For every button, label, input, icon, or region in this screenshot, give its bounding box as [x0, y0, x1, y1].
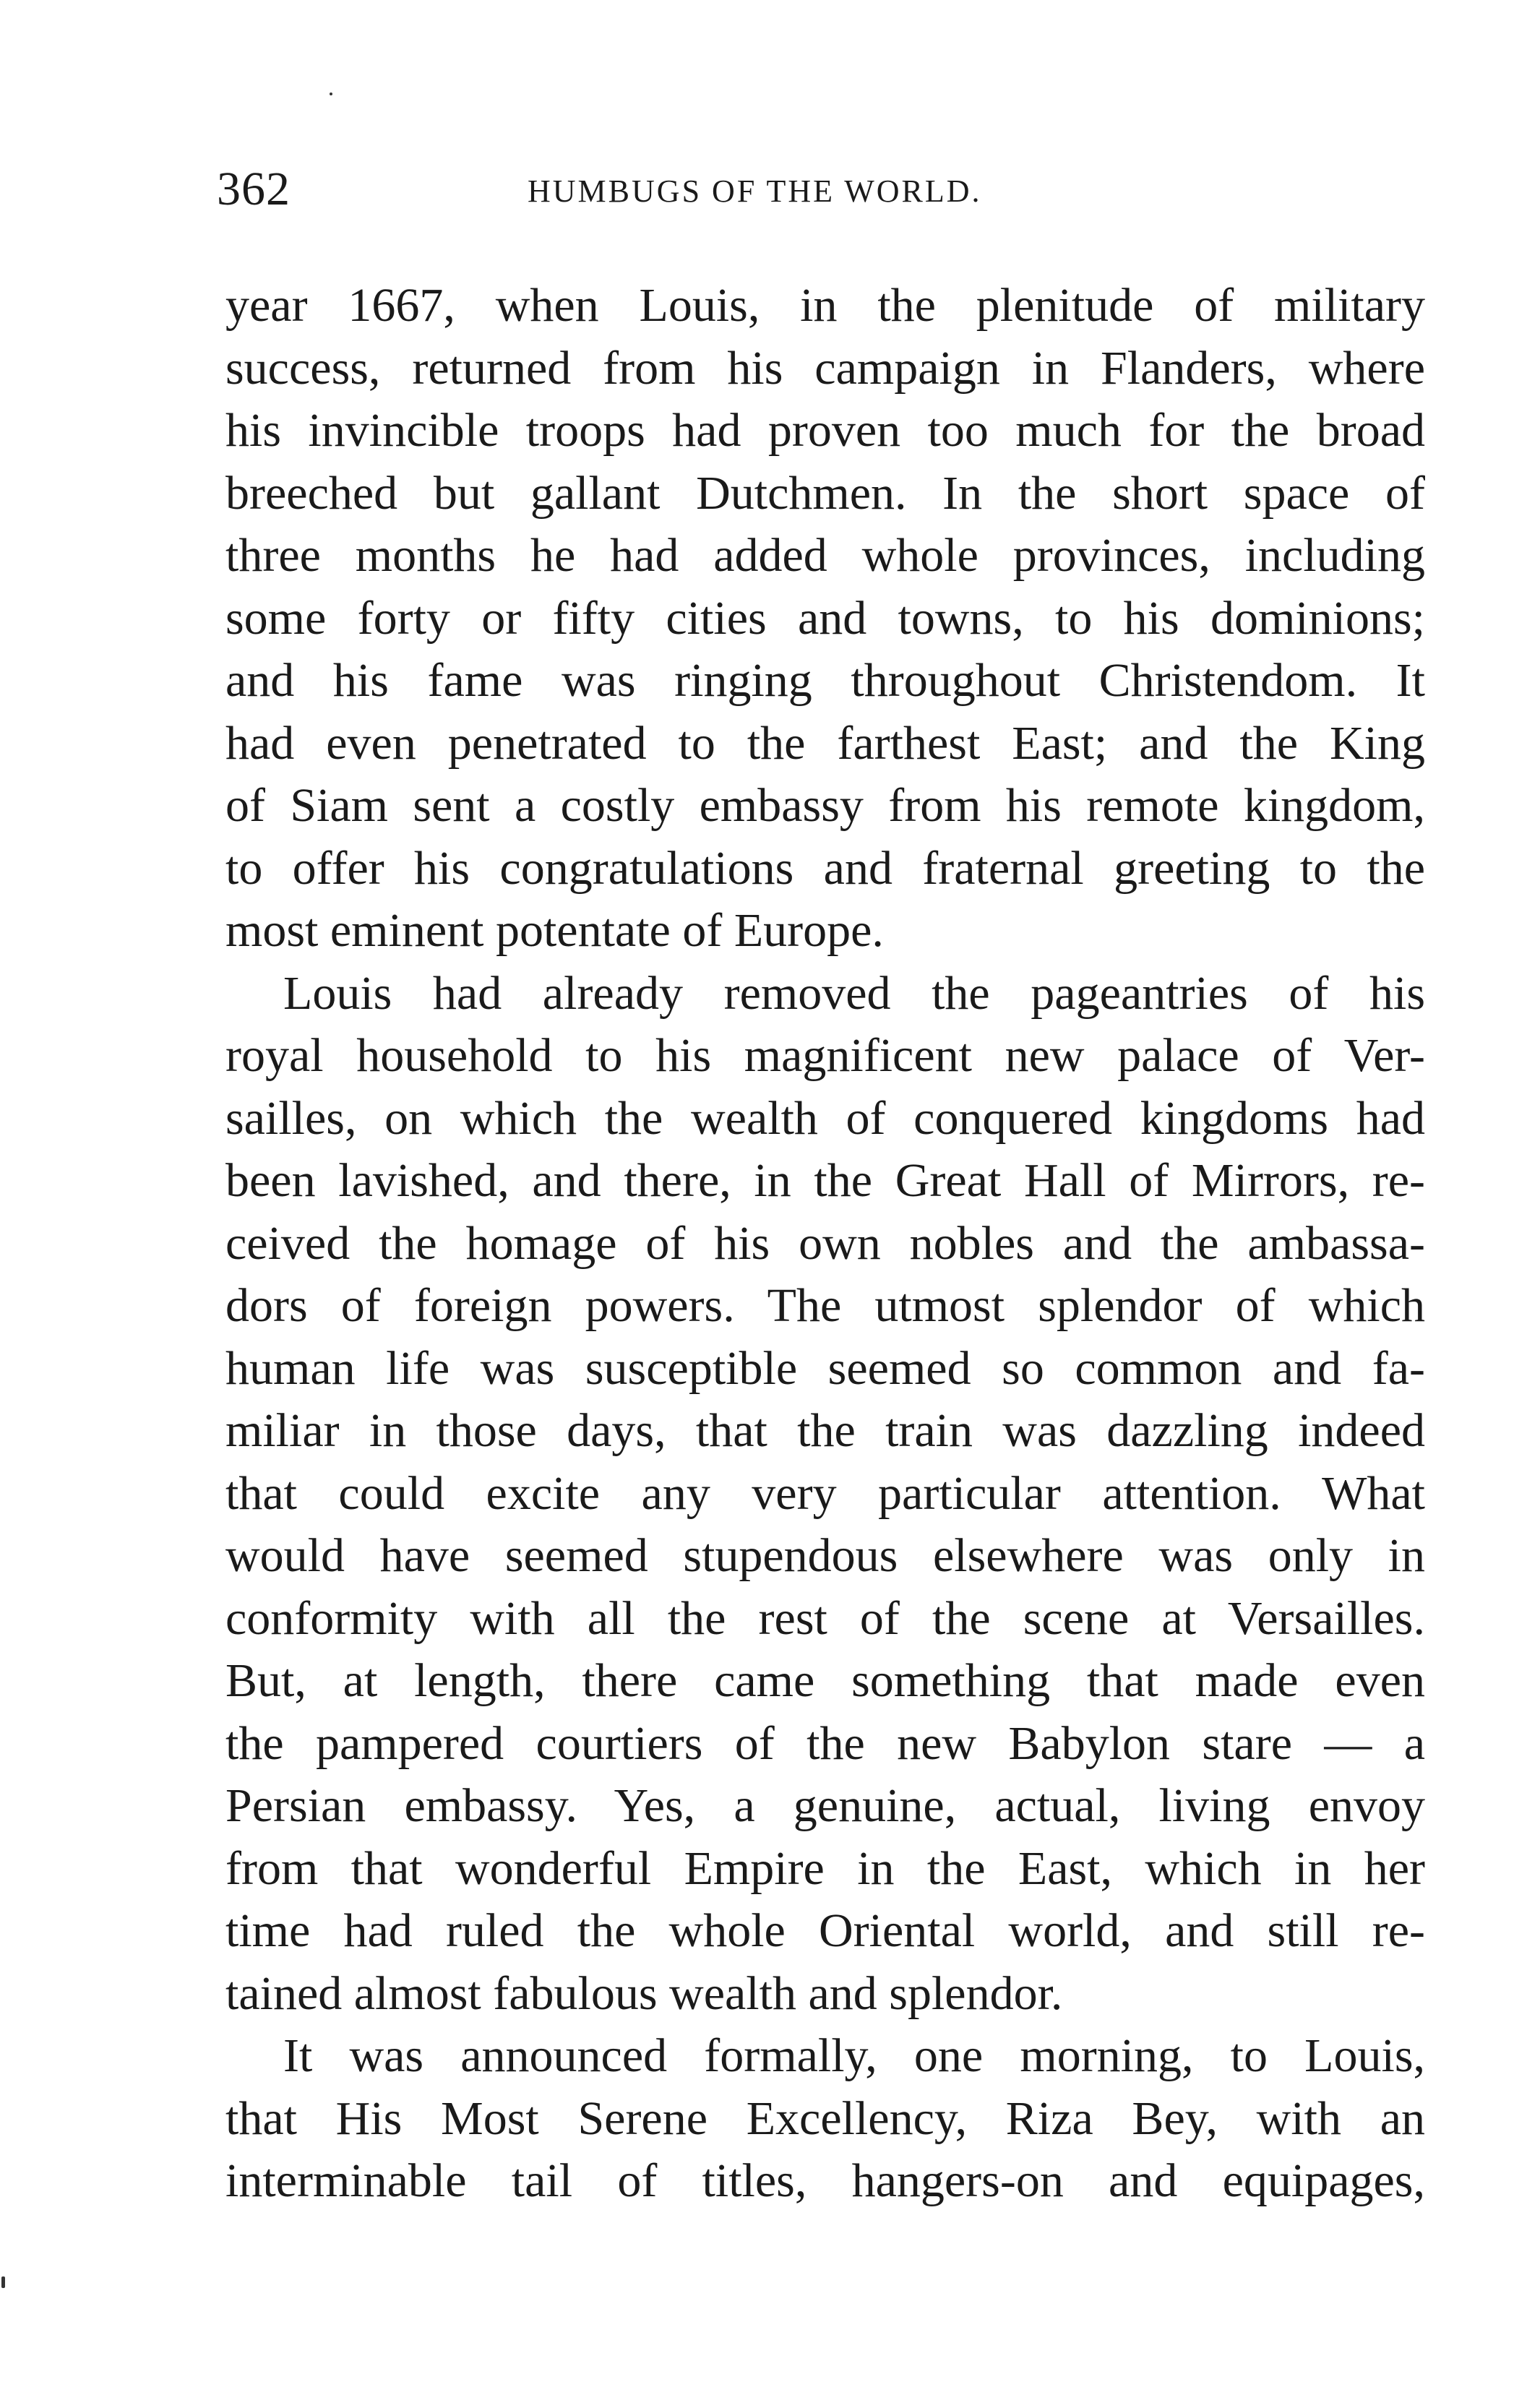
text-line: would have seemed stupendous elsewhere was only in [225, 1529, 1425, 1582]
text-line: dors of foreign powers. The utmost splendor of which [225, 1279, 1425, 1332]
text-line: his invincible troops had proven too much for the broad [225, 404, 1425, 457]
text-line: ceived the homage of his own nobles and the ambassa- [225, 1216, 1425, 1270]
text-line: breeched but gallant Dutchmen. In the short space of [225, 466, 1425, 520]
text-line: But, at length, there came something that made even [225, 1654, 1425, 1707]
text-line: year 1667, when Louis, in the plenitude of military [225, 279, 1425, 332]
text-line: that His Most Serene Excellency, Riza Bey, with an [225, 2091, 1425, 2145]
text-line: three months he had added whole provinces, including [225, 529, 1425, 582]
paragraph-2 [225, 963, 1425, 2026]
body-text [225, 275, 1425, 2213]
text-line: miliar in those days, that the train was dazzling indeed [225, 1404, 1425, 1457]
text-line: most eminent potentate of Europe. [225, 904, 884, 957]
scan-speck [330, 93, 332, 95]
scan-speck [1, 2276, 5, 2288]
text-line: Louis had already removed the pageantries of his [283, 966, 1425, 1020]
text-line: had even penetrated to the farthest East; and the King [225, 716, 1425, 770]
text-line: Persian embassy. Yes, a genuine, actual, living envoy [225, 1779, 1425, 1832]
text-line: the pampered courtiers of the new Babylon stare — a [225, 1716, 1425, 1770]
text-line: that could excite any very particular attention. What [225, 1466, 1425, 1520]
paragraph-3 [225, 2025, 1425, 2213]
text-line: interminable tail of titles, hangers-on and equipages, [225, 2154, 1425, 2207]
text-line: sailles, on which the wealth of conquered kingdoms had [225, 1091, 1425, 1145]
text-line: tained almost fabulous wealth and splendor. [225, 1966, 1063, 2020]
running-head: HUMBUGS OF THE WORLD. [528, 173, 982, 209]
text-line: success, returned from his campaign in Flanders, where [225, 341, 1425, 395]
text-line: human life was susceptible seemed so common and fa- [225, 1341, 1425, 1395]
text-line: conformity with all the rest of the scene at Versailles. [225, 1591, 1425, 1645]
page-number: 362 [217, 163, 291, 215]
text-line: from that wonderful Empire in the East, which in her [225, 1841, 1425, 1895]
page-header [217, 160, 1431, 218]
text-line: and his fame was ringing throughout Christendom. It [225, 654, 1425, 707]
text-line: to offer his congratulations and fraternal greeting to the [225, 841, 1425, 895]
paragraph-1 [225, 275, 1425, 963]
text-line: been lavished, and there, in the Great Hall of Mirrors, re- [225, 1154, 1425, 1207]
text-line: some forty or fifty cities and towns, to his dominions; [225, 591, 1425, 645]
text-line: royal household to his magnificent new palace of Ver- [225, 1029, 1425, 1082]
text-line: of Siam sent a costly embassy from his remote kingdom, [225, 779, 1425, 832]
text-line: It was announced formally, one morning, to Louis, [283, 2029, 1425, 2082]
text-line: time had ruled the whole Oriental world, and still re- [225, 1904, 1425, 1957]
